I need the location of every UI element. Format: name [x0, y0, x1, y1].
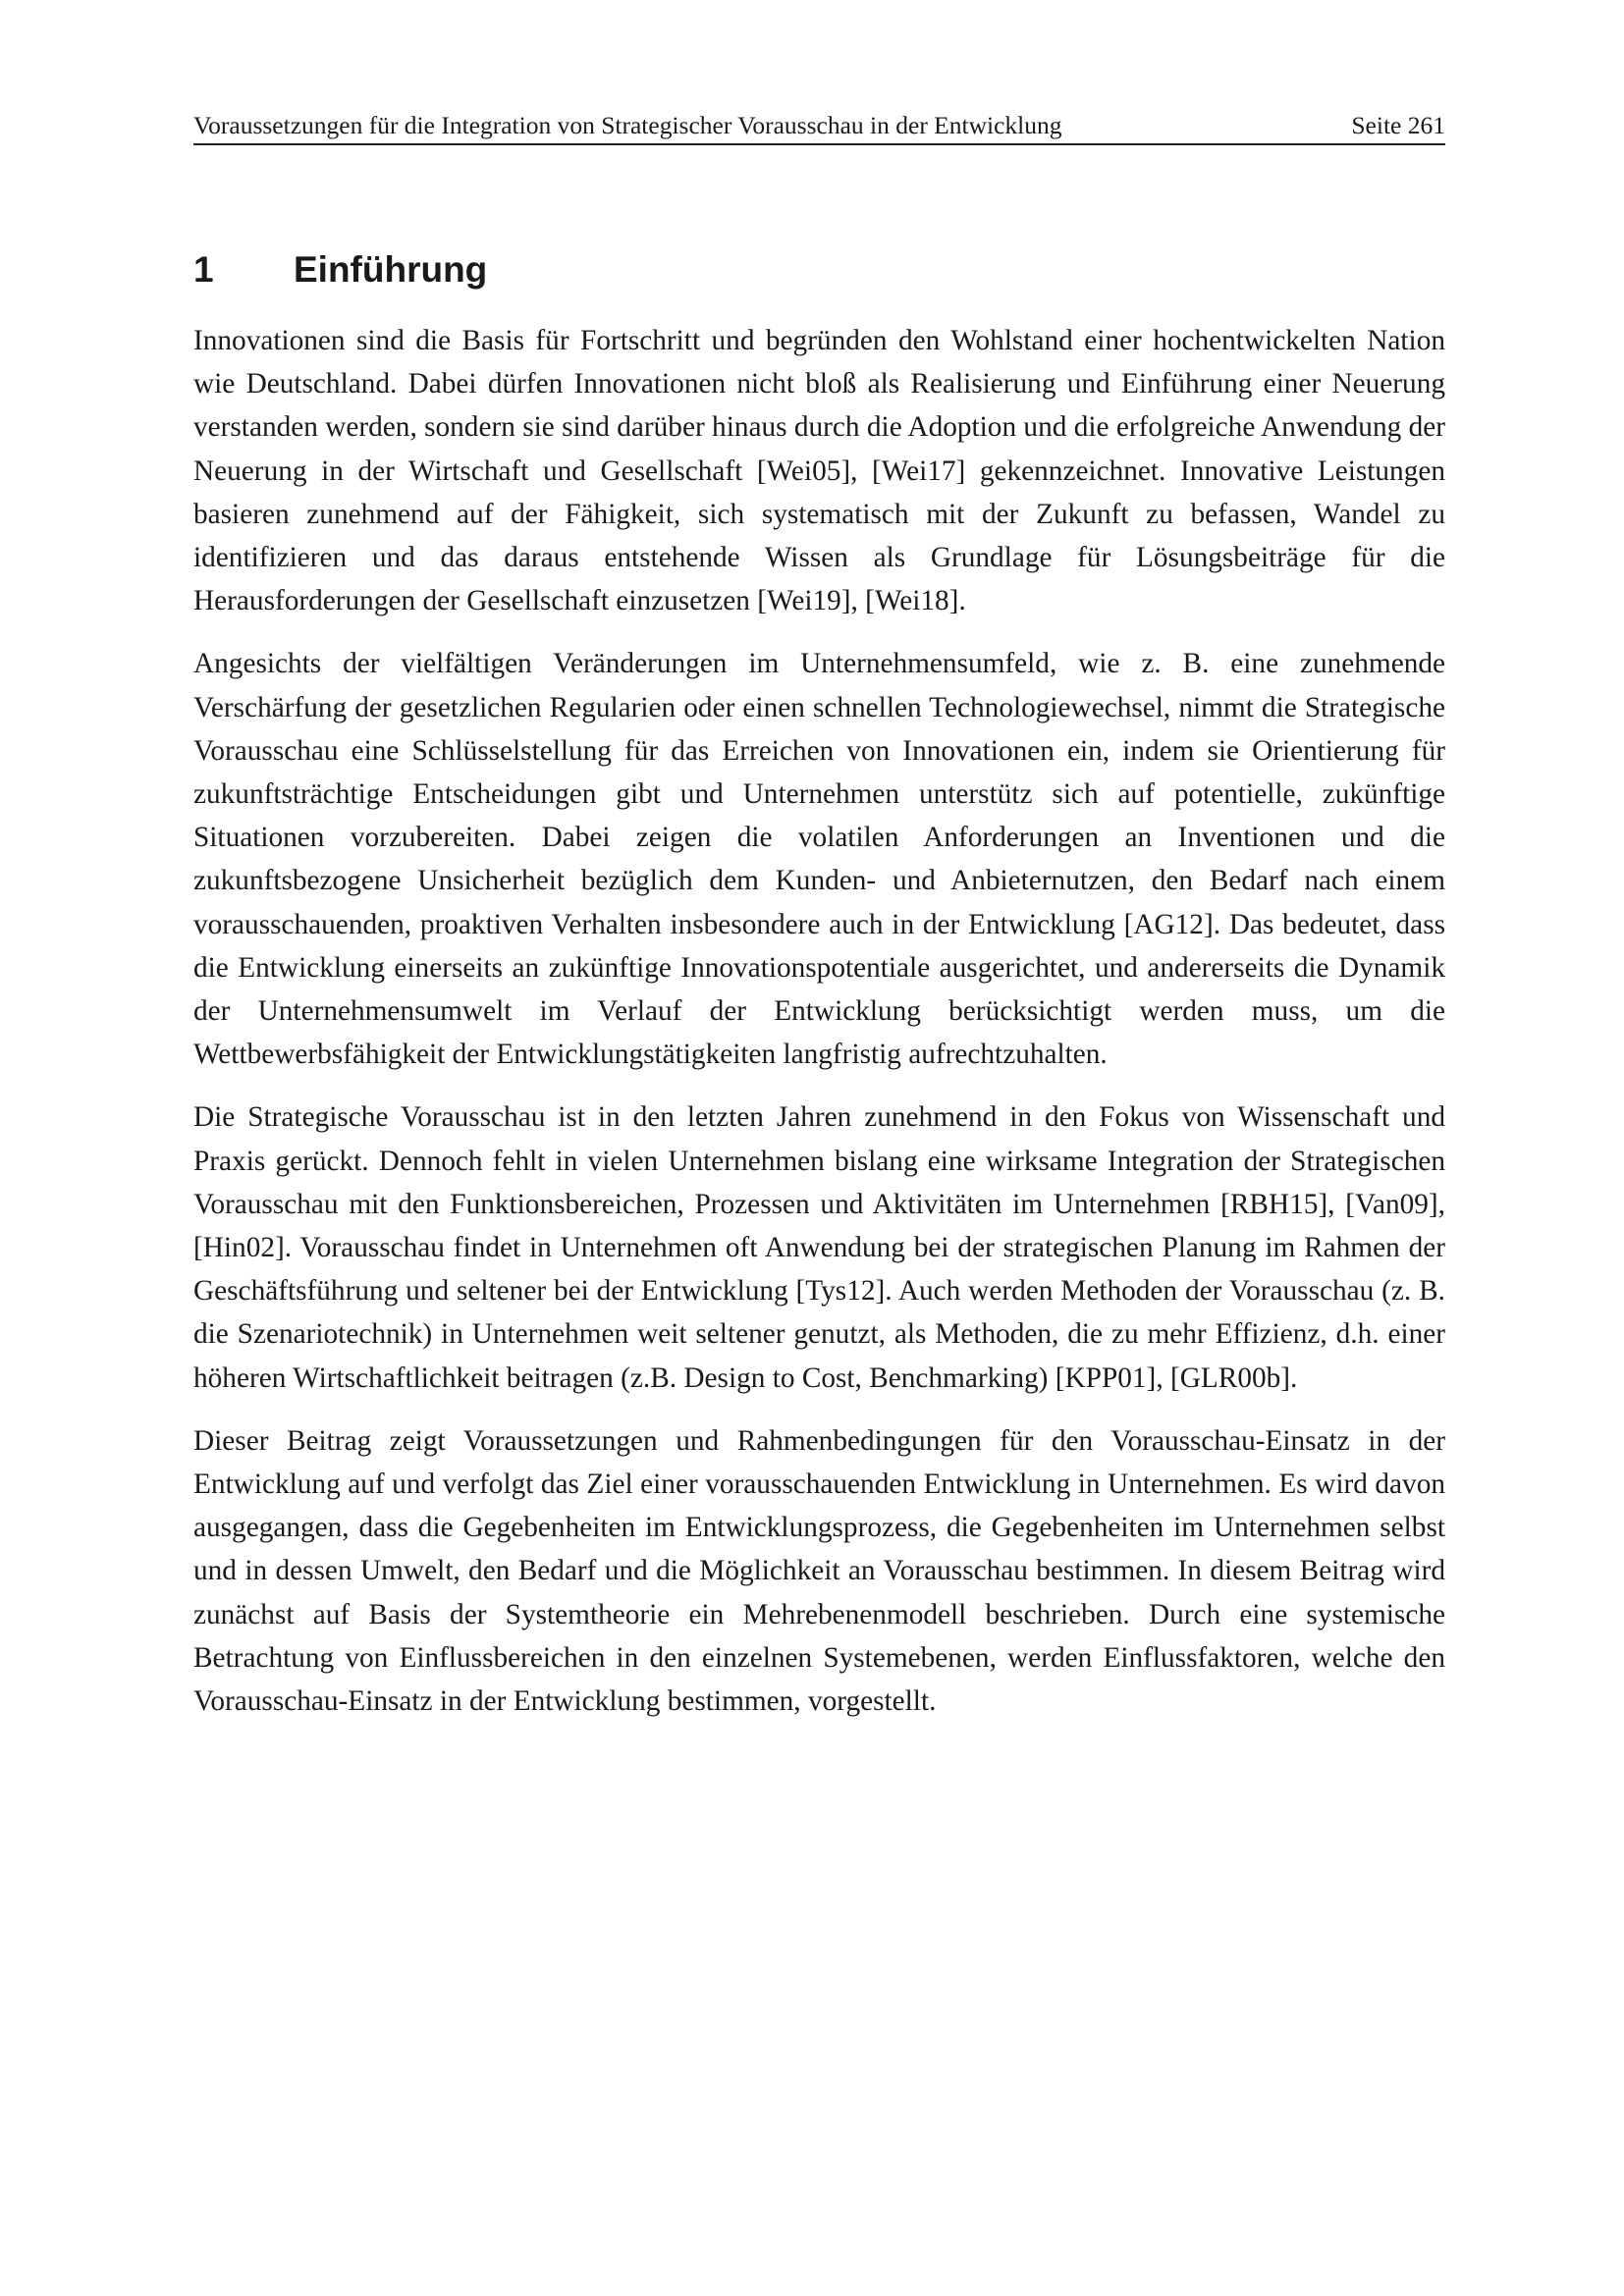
running-header [193, 110, 1445, 145]
section-heading [193, 245, 487, 294]
paragraph-4: Dieser Beitrag zeigt Voraussetzungen und Rahmenbedingungen für den Vorausschau-Einsatz in der Entwicklung auf und verfolgt das Ziel einer vorausschauenden Entwicklung in Unternehmen. Es wird davon ausgegangen, dass die Gegebenheiten im Entwicklungsprozess, die Gegebenheiten im Unternehmen selbst und in dessen Umwelt, den Bedarf und die Möglichkeit an Vorausschau bestimmen. In diesem Beitrag wird zunächst auf Basis der Systemtheorie ein Mehrebenenmodell beschrieben. Durch eine systemische Betrachtung von Einflussbereichen in den einzelnen Systemebenen, werden Einflussfaktoren, welche den Vorausschau-Einsatz in der Entwicklung bestimmen, vorgestellt. [193, 1424, 1445, 1718]
section-title: Einführung [294, 249, 488, 290]
paragraph-1: Innovationen sind die Basis für Fortschritt und begründen den Wohlstand einer hochentwickelten Nation wie Deutschland. Dabei dürfen Innovationen nicht bloß als Realisierung und Einführung einer Neuerung verstanden werden, sondern sie sind darüber hinaus durch die Adoption und die erfolgreiche Anwendung der Neuerung in der Wirtschaft und Gesellschaft [Wei05], [Wei17] gekennzeichnet. Innovative Leistungen basieren zunehmend auf der Fähigkeit, sich systematisch mit der Zukunft zu befassen, Wandel zu identifizieren und das daraus entstehende Wissen als Grundlage für Lösungsbeiträge für die Herausforderungen der Gesellschaft einzusetzen [Wei19], [Wei18]. [193, 325, 1445, 617]
running-title: Voraussetzungen für die Integration von Strategischer Vorausschau in der Entwicklung [193, 111, 1062, 139]
body-text [193, 319, 1445, 1742]
section-number: 1 [193, 249, 214, 290]
paragraph-2: Angesichts der vielfältigen Veränderungen im Unternehmensumfeld, wie z. B. eine zunehmende Verschärfung der gesetzlichen Regularien oder einen schnellen Technologiewechsel, nimmt die Strategische Vorausschau eine Schlüsselstellung für das Erreichen von Innovationen ein, indem sie Orientierung für zukunftsträchtige Entscheidungen gibt und Unternehmen unterstütz sich auf potentielle, zukünftige Situationen vorzubereiten. Dabei zeigen die volatilen Anforderungen an Inventionen und die zukunftsbezogene Unsicherheit bezüglich dem Kunden- und Anbieternutzen, den Bedarf nach einem vorausschauenden, proaktiven Verhalten insbesondere auch in der Entwicklung [AG12]. Das bedeutet, dass die Entwicklung einerseits an zukünftige Innovationspotentiale ausgerichtet, und andererseits die Dynamik der Unternehmensumwelt im Verlauf der Entwicklung berücksichtigt werden muss, um die Wettbewerbsfähigkeit der Entwicklungstätigkeiten langfristig aufrechtzuhalten. [193, 648, 1445, 1071]
page-number: Seite 261 [1351, 111, 1445, 139]
document-page [193, 0, 1445, 2296]
paragraph-3: Die Strategische Vorausschau ist in den letzten Jahren zunehmend in den Fokus von Wissenschaft und Praxis gerückt. Dennoch fehlt in vielen Unternehmen bislang eine wirksame Integration der Strategischen Vorausschau mit den Funktionsbereichen, Prozessen und Aktivitäten im Unternehmen [RBH15], [Van09], [Hin02]. Vorausschau findet in Unternehmen oft Anwendung bei der strategischen Planung im Rahmen der Geschäftsführung und seltener bei der Entwicklung [Tys12]. Auch werden Methoden der Vorausschau (z. B. die Szenariotechnik) in Unternehmen weit seltener genutzt, als Methoden, die zu mehr Effizienz, d.h. einer höheren Wirtschaftlichkeit beitragen (z.B. Design to Cost, Benchmarking) [KPP01], [GLR00b]. [193, 1101, 1445, 1394]
